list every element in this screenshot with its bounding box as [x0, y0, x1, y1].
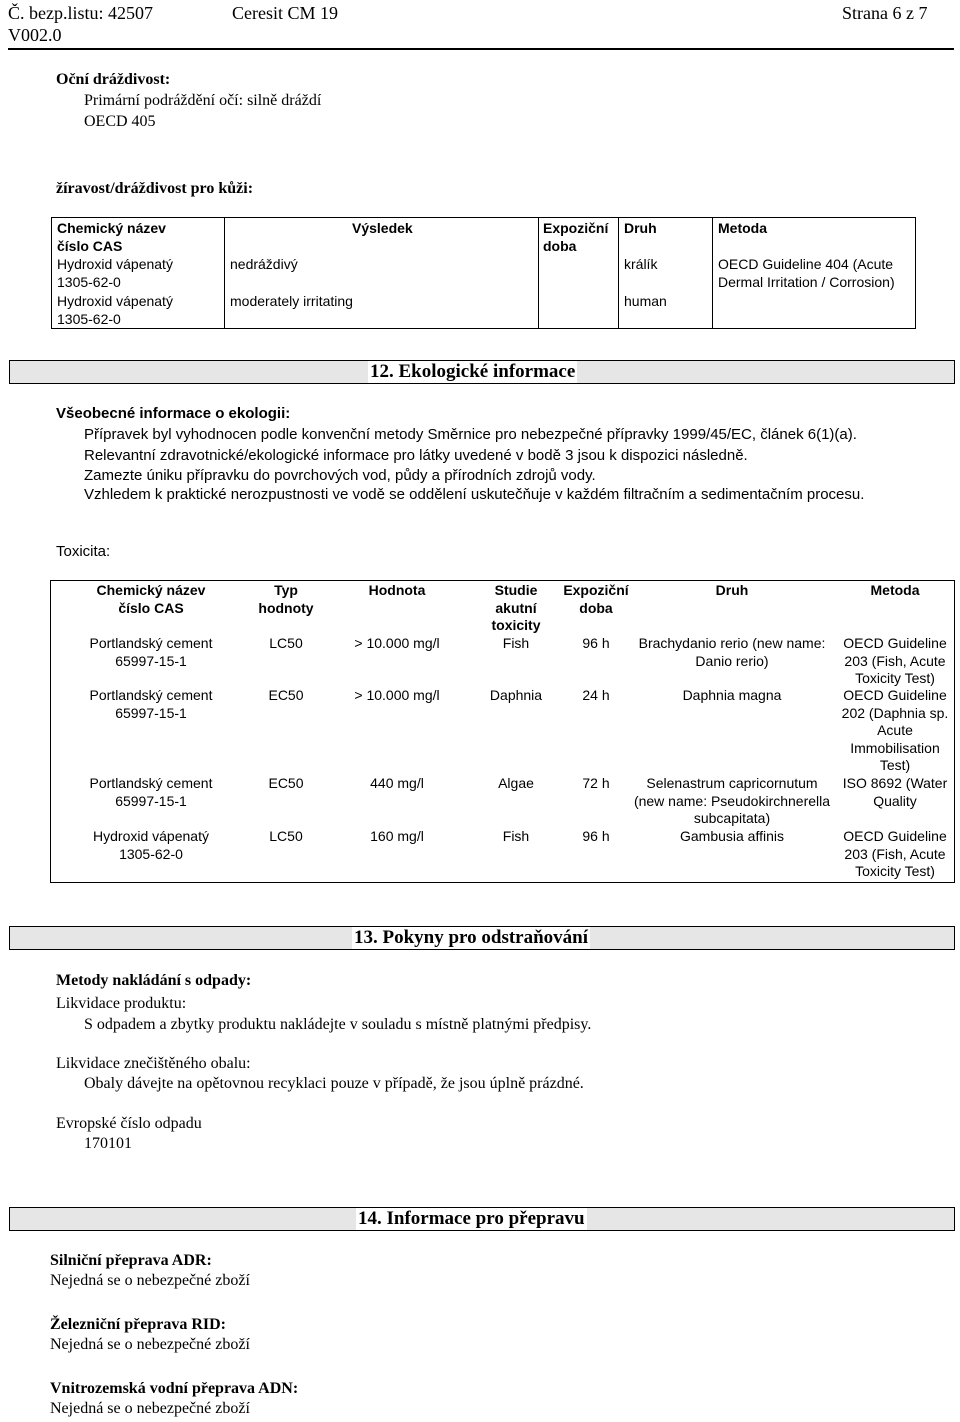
tox-row3-name: Portlandský cement 65997-15-1 [89, 775, 213, 809]
ecology-line-2: Relevantní zdravotnické/ekologické informace pro látky uvedené v bodě 3 jsou k dispozici následně. [84, 447, 748, 464]
skin-header-exposure: Expoziční [543, 220, 609, 236]
product-disposal-label: Likvidace produktu: [56, 995, 187, 1012]
packaging-disposal-label: Likvidace znečištěného obalu: [56, 1055, 251, 1072]
skin-header-method: Metoda [718, 220, 767, 236]
tox-row2-type: EC50 [268, 687, 304, 703]
inland-transport-text: Nejedná se o nebezpečné zboží [50, 1400, 250, 1417]
product-disposal-text: S odpadem a zbytky produktu nakládejte v souladu s místně platnými předpisy. [84, 1016, 592, 1033]
tox-header-name: Chemický název číslo CAS [96, 582, 206, 616]
tox-row4-study: Fish [502, 828, 530, 844]
tox-header-value: Hodnota [368, 582, 426, 598]
inland-transport-title: Vnitrozemská vodní přeprava ADN: [50, 1380, 299, 1397]
eye-irritation-method: OECD 405 [84, 113, 156, 130]
skin-row2-result: moderately irritating [230, 293, 353, 309]
tox-row3-exposure: 72 h [582, 775, 610, 791]
road-transport-text: Nejedná se o nebezpečné zboží [50, 1272, 250, 1289]
tox-row4-exposure: 96 h [582, 828, 610, 844]
section-13-title: 13. Pokyny pro odstraňování [354, 927, 589, 948]
packaging-disposal-text: Obaly dávejte na opětovnou recyklaci pouze v případě, že jsou úplně prázdné. [84, 1075, 584, 1092]
skin-row1-name: Hydroxid vápenatý [57, 256, 173, 272]
skin-row2-cas: 1305-62-0 [57, 311, 121, 327]
tox-row3-study: Algae [498, 775, 534, 791]
tox-header-species: Druh [715, 582, 749, 598]
rail-transport-text: Nejedná se o nebezpečné zboží [50, 1336, 250, 1353]
tox-row3-type: EC50 [268, 775, 304, 791]
ecology-line-4: Vzhledem k praktické nerozpustnosti ve vodě se oddělení uskutečňuje v každém filtračním a sedimentačním procesu. [84, 486, 865, 503]
ecology-line-1: Přípravek byl vyhodnocen podle konvenční metody Směrnice pro nebezpečné přípravky 1999/45/EC, článek 6(1)(a). [84, 426, 857, 443]
skin-header-cas: číslo CAS [57, 238, 123, 254]
skin-row2-name: Hydroxid vápenatý [57, 293, 173, 309]
tox-row1-exposure: 96 h [582, 635, 610, 651]
skin-header-species: Druh [624, 220, 657, 236]
skin-header-result: Výsledek [352, 220, 413, 236]
version: V002.0 [8, 25, 62, 45]
tox-row1-species: Brachydanio rerio (new name: Danio rerio) [638, 635, 826, 669]
tox-row2-study: Daphnia [489, 687, 543, 703]
skin-header-exposure-2: doba [543, 238, 577, 254]
toxicity-title: Toxicita: [56, 543, 111, 560]
section-12-title: 12. Ekologické informace [370, 361, 576, 382]
tox-row4-method: OECD Guideline 203 (Fish, Acute Toxicity Test) [843, 828, 947, 879]
tox-row4-name: Hydroxid vápenatý 1305-62-0 [93, 828, 209, 862]
tox-header-study: Studie akutní toxicity [491, 582, 541, 633]
skin-row1-method-2: Dermal Irritation / Corrosion) [718, 274, 895, 290]
waste-code-label: Evropské číslo odpadu [56, 1115, 202, 1132]
tox-header-type: Typ hodnoty [258, 582, 314, 616]
tox-row4-value: 160 mg/l [370, 828, 424, 844]
tox-row1-type: LC50 [269, 635, 303, 651]
tox-row3-method: ISO 8692 (Water Quality [842, 775, 948, 809]
tox-row2-value: > 10.000 mg/l [354, 687, 440, 703]
eye-irritation-title: Oční dráždivost: [56, 71, 171, 88]
tox-row2-name: Portlandský cement 65997-15-1 [89, 687, 213, 721]
tox-row2-method: OECD Guideline 202 (Daphnia sp. Acute Immobilisation Test) [841, 687, 949, 773]
rail-transport-title: Železniční přeprava RID: [50, 1316, 226, 1333]
waste-methods-title: Metody nakládání s odpady: [56, 972, 252, 989]
section-14-title: 14. Informace pro přepravu [358, 1208, 585, 1229]
eye-irritation-text: Primární podráždění očí: silně dráždí [84, 92, 322, 109]
tox-row4-species: Gambusia affinis [679, 828, 784, 844]
tox-row1-name: Portlandský cement 65997-15-1 [89, 635, 213, 669]
header-rule [8, 48, 954, 50]
skin-row1-cas: 1305-62-0 [57, 274, 121, 290]
tox-row1-value: > 10.000 mg/l [354, 635, 440, 651]
tox-row2-exposure: 24 h [582, 687, 610, 703]
tox-row1-method: OECD Guideline 203 (Fish, Acute Toxicity Test) [843, 635, 947, 686]
skin-row2-species: human [624, 293, 667, 309]
skin-row1-method: OECD Guideline 404 (Acute [718, 256, 894, 272]
tox-row1-study: Fish [502, 635, 530, 651]
road-transport-title: Silniční přeprava ADR: [50, 1252, 212, 1269]
tox-row2-species: Daphnia magna [682, 687, 782, 703]
skin-row1-species: králík [624, 256, 658, 272]
product-number: Č. bezp.listu: 42507 [8, 3, 153, 23]
tox-row3-species: Selenastrum capricornutum (new name: Pseudokirchnerella subcapitata) [633, 775, 831, 826]
page-number: Strana 6 z 7 [842, 3, 928, 23]
skin-header-name: Chemický název [57, 220, 166, 236]
skin-row1-result: nedráždivý [230, 256, 298, 272]
tox-header-exposure: Expoziční doba [563, 582, 629, 616]
tox-header-method: Metoda [870, 582, 920, 598]
ecology-general-title: Všeobecné informace o ekologii: [56, 405, 291, 422]
skin-irritation-title: žíravost/dráždivost pro kůži: [56, 180, 254, 197]
tox-row3-value: 440 mg/l [370, 775, 424, 791]
ecology-line-3: Zamezte úniku přípravku do povrchových vod, půdy a přírodních zdrojů vody. [84, 467, 596, 484]
tox-row4-type: LC50 [269, 828, 303, 844]
product-name: Ceresit CM 19 [232, 3, 338, 23]
waste-code: 170101 [84, 1135, 132, 1152]
